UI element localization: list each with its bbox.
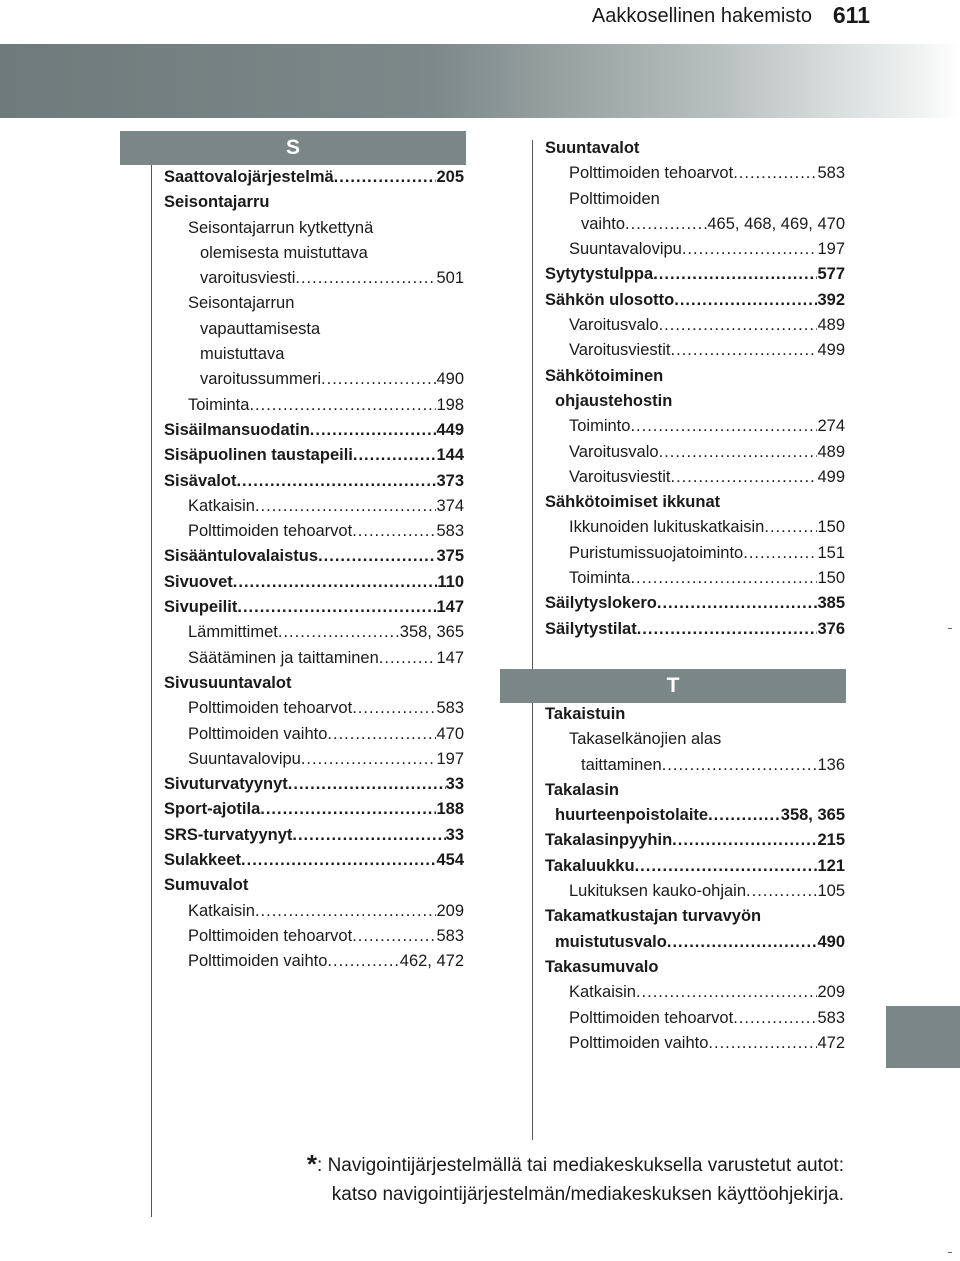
index-page-number: 499 bbox=[817, 341, 845, 360]
index-entry bbox=[545, 980, 845, 1005]
index-page-number: 198 bbox=[436, 395, 464, 414]
section-header-t: T bbox=[500, 669, 846, 703]
column-divider-left bbox=[151, 140, 152, 1217]
index-term: Polttimoiden tehoarvot bbox=[188, 926, 353, 945]
index-term: vapauttamisesta bbox=[200, 319, 321, 338]
dot-leader bbox=[379, 646, 437, 671]
index-term: Sähkötoiminen bbox=[545, 366, 664, 385]
index-page-number: 150 bbox=[817, 518, 845, 537]
index-entry bbox=[164, 494, 464, 519]
index-page-number: 209 bbox=[436, 901, 464, 920]
index-entry bbox=[164, 949, 464, 974]
dot-leader bbox=[233, 570, 438, 595]
dot-leader bbox=[255, 899, 437, 924]
index-entry bbox=[164, 519, 464, 544]
index-entry bbox=[545, 187, 845, 212]
index-term: Toiminto bbox=[569, 417, 631, 436]
index-term: Säilytystilat bbox=[545, 619, 637, 638]
index-term: Seisontajarrun bbox=[188, 294, 295, 313]
index-term: Polttimoiden bbox=[569, 189, 660, 208]
footnote-line-2: katso navigointijärjestelmän/mediakeskuksen käyttöohjekirja. bbox=[331, 1184, 844, 1205]
index-entry bbox=[545, 828, 845, 853]
index-page-number: 209 bbox=[817, 983, 845, 1002]
index-term: Sisäpuolinen taustapeili bbox=[164, 446, 353, 465]
index-term: huurteenpoistolaite bbox=[555, 806, 709, 825]
index-entry bbox=[164, 342, 464, 367]
index-term: Polttimoiden tehoarvot bbox=[569, 1008, 734, 1027]
dot-leader bbox=[667, 930, 818, 955]
index-entry bbox=[164, 823, 464, 848]
index-term: Sivuturvatyynyt bbox=[164, 775, 288, 794]
thumb-index-tab bbox=[886, 1006, 960, 1068]
index-entry bbox=[164, 620, 464, 645]
index-entry bbox=[164, 216, 464, 241]
index-entry bbox=[545, 262, 845, 287]
index-entry bbox=[545, 702, 845, 727]
index-term: Sisääntulovalaistus bbox=[164, 547, 319, 566]
index-page-number: 188 bbox=[436, 800, 464, 819]
dot-leader bbox=[743, 541, 817, 566]
index-entry bbox=[164, 570, 464, 595]
index-entry bbox=[164, 924, 464, 949]
index-term: Toiminta bbox=[569, 569, 631, 588]
page-header bbox=[0, 0, 960, 37]
index-page-number: 501 bbox=[436, 269, 464, 288]
dot-leader bbox=[662, 753, 818, 778]
index-page-number: 577 bbox=[817, 265, 845, 284]
index-term: Ikkunoiden lukituskatkaisin bbox=[569, 518, 765, 537]
dot-leader bbox=[764, 515, 817, 540]
index-entry bbox=[164, 241, 464, 266]
index-entry bbox=[164, 393, 464, 418]
index-term: Lukituksen kauko-ohjain bbox=[569, 882, 747, 901]
index-entry bbox=[545, 541, 845, 566]
index-entry bbox=[164, 696, 464, 721]
index-term: Saattovalojärjestelmä bbox=[164, 168, 334, 186]
index-entry bbox=[545, 803, 845, 828]
index-page-number: 490 bbox=[817, 932, 845, 951]
dot-leader bbox=[353, 443, 437, 468]
index-term: Varoitusviestit bbox=[569, 341, 671, 360]
index-page-number: 121 bbox=[817, 856, 845, 875]
index-page-number: 489 bbox=[817, 316, 845, 335]
index-page-number: 151 bbox=[817, 543, 845, 562]
index-term: Katkaisin bbox=[188, 901, 255, 920]
index-entry bbox=[545, 854, 845, 879]
index-term: Varoitusvalo bbox=[569, 442, 659, 461]
index-page-number: 358, 365 bbox=[780, 806, 845, 825]
index-term: taittaminen bbox=[581, 755, 662, 774]
index-page-number: 373 bbox=[436, 471, 464, 490]
index-term: SRS-turvatyynyt bbox=[164, 825, 293, 844]
index-term: Varoitusviestit bbox=[569, 467, 671, 486]
index-term: Sähkötoimiset ikkunat bbox=[545, 493, 721, 512]
index-entry bbox=[545, 1006, 845, 1031]
footnote-line-1 bbox=[307, 1150, 844, 1180]
index-entry bbox=[164, 848, 464, 873]
dot-leader bbox=[636, 980, 818, 1005]
index-term: Puristumissuojatoiminto bbox=[569, 543, 744, 562]
index-page-number: 147 bbox=[436, 648, 464, 667]
index-term: Toiminta bbox=[188, 395, 250, 414]
index-page-number: 490 bbox=[436, 370, 464, 389]
index-term: Lämmittimet bbox=[188, 623, 278, 642]
dot-leader bbox=[659, 313, 818, 338]
footnote bbox=[307, 1150, 844, 1209]
index-term: Polttimoiden vaihto bbox=[188, 952, 328, 971]
index-term: Takamatkustajan turvavyön bbox=[545, 907, 762, 926]
index-term: Sytytystulppa bbox=[545, 265, 654, 284]
index-entry bbox=[545, 591, 845, 616]
index-page-number: 205 bbox=[436, 168, 464, 186]
index-entry bbox=[164, 291, 464, 316]
index-page-number: 449 bbox=[436, 420, 464, 439]
dot-leader bbox=[733, 1006, 817, 1031]
index-entry bbox=[545, 490, 845, 515]
dot-leader bbox=[278, 620, 400, 645]
index-entry bbox=[164, 469, 464, 494]
index-entry bbox=[164, 595, 464, 620]
dot-leader bbox=[241, 848, 436, 873]
index-term: Polttimoiden vaihto bbox=[569, 1033, 709, 1052]
index-term: varoitusviesti bbox=[200, 269, 296, 288]
index-entry bbox=[164, 772, 464, 797]
index-entry bbox=[164, 165, 464, 190]
index-page-number: 110 bbox=[437, 572, 464, 591]
index-term: Suuntavalot bbox=[545, 139, 640, 157]
dot-leader bbox=[237, 595, 436, 620]
index-page-number: 105 bbox=[817, 882, 845, 901]
index-entry bbox=[545, 364, 845, 389]
index-term: ohjaustehostin bbox=[555, 391, 673, 410]
index-term: Suuntavalovipu bbox=[188, 749, 301, 768]
dot-leader bbox=[670, 465, 817, 490]
index-entry bbox=[545, 617, 845, 642]
index-page-number: 150 bbox=[817, 569, 845, 588]
header-title: Aakkosellinen hakemisto bbox=[591, 5, 812, 27]
index-term: Sulakkeet bbox=[164, 851, 242, 870]
index-term: varoitussummeri bbox=[200, 370, 322, 389]
dot-leader bbox=[352, 924, 436, 949]
index-page-number: 197 bbox=[436, 749, 464, 768]
index-term: Takalasin bbox=[545, 780, 619, 799]
index-entry bbox=[545, 566, 845, 591]
dot-leader bbox=[301, 747, 437, 772]
dot-leader bbox=[352, 519, 436, 544]
index-entry bbox=[164, 747, 464, 772]
index-entry bbox=[545, 727, 845, 752]
dot-leader bbox=[295, 266, 436, 291]
dot-leader bbox=[292, 823, 445, 848]
index-entry bbox=[164, 646, 464, 671]
dot-leader bbox=[637, 617, 818, 642]
dot-leader bbox=[327, 722, 436, 747]
index-page-number: 472 bbox=[817, 1033, 845, 1052]
index-term: Sivusuuntavalot bbox=[164, 673, 292, 692]
dot-leader bbox=[625, 212, 707, 237]
index-column-left bbox=[164, 165, 464, 975]
dot-leader bbox=[653, 262, 817, 287]
index-entry bbox=[545, 465, 845, 490]
dot-leader bbox=[334, 165, 437, 190]
index-term: Katkaisin bbox=[188, 496, 255, 515]
index-page-number: 144 bbox=[436, 446, 464, 465]
index-page-number: 392 bbox=[817, 290, 845, 309]
column-divider-middle bbox=[532, 140, 533, 1140]
index-entry bbox=[545, 338, 845, 363]
index-term: muistutusvalo bbox=[555, 932, 667, 951]
index-page-number: 197 bbox=[817, 240, 845, 259]
index-page-number: 583 bbox=[436, 522, 464, 541]
dot-leader bbox=[672, 828, 817, 853]
index-page-number: 358, 365 bbox=[399, 623, 464, 642]
index-entry bbox=[545, 904, 845, 929]
dot-leader bbox=[318, 544, 436, 569]
index-term: Takaselkänojien alas bbox=[569, 730, 722, 749]
index-term: Polttimoiden tehoarvot bbox=[188, 699, 353, 718]
index-entry bbox=[164, 873, 464, 898]
dot-leader bbox=[260, 797, 436, 822]
index-page-number: 465, 468, 469, 470 bbox=[707, 214, 845, 233]
index-entry bbox=[164, 190, 464, 215]
index-page-number: 470 bbox=[436, 724, 464, 743]
dot-leader bbox=[733, 161, 817, 186]
index-entry bbox=[545, 136, 845, 161]
index-term: Sivuovet bbox=[164, 572, 233, 591]
index-entry bbox=[545, 313, 845, 338]
dot-leader bbox=[670, 338, 817, 363]
dot-leader bbox=[708, 1031, 817, 1056]
dot-leader bbox=[327, 949, 399, 974]
index-term: muistuttava bbox=[200, 345, 285, 364]
index-page-number: 33 bbox=[445, 775, 464, 794]
index-term: Seisontajarru bbox=[164, 193, 270, 212]
index-entry bbox=[164, 544, 464, 569]
dot-leader bbox=[630, 414, 817, 439]
index-entry bbox=[545, 389, 845, 414]
dot-leader bbox=[630, 566, 817, 591]
index-page-number: 499 bbox=[817, 467, 845, 486]
index-page-number: 136 bbox=[817, 755, 845, 774]
dot-leader bbox=[321, 367, 436, 392]
index-column-right-bottom bbox=[545, 702, 845, 1056]
index-entry bbox=[545, 161, 845, 186]
index-page-number: 147 bbox=[436, 598, 464, 617]
index-term: vaihto bbox=[581, 214, 626, 233]
page-number: 611 bbox=[832, 2, 870, 28]
index-page-number: 462, 472 bbox=[399, 952, 464, 971]
index-entry bbox=[164, 266, 464, 291]
dot-leader bbox=[352, 696, 436, 721]
dot-leader bbox=[674, 288, 817, 313]
dot-leader bbox=[255, 494, 437, 519]
index-entry bbox=[164, 367, 464, 392]
index-page-number: 583 bbox=[436, 699, 464, 718]
margin-mark bbox=[948, 1252, 952, 1253]
index-page-number: 374 bbox=[436, 496, 464, 515]
dot-leader bbox=[682, 237, 818, 262]
dot-leader bbox=[746, 879, 817, 904]
index-term: Takasumuvalo bbox=[545, 957, 659, 976]
index-term: Suuntavalovipu bbox=[569, 240, 682, 259]
index-entry bbox=[545, 778, 845, 803]
index-term: Katkaisin bbox=[569, 983, 636, 1002]
index-term: Sisäilmansuodatin bbox=[164, 420, 310, 439]
margin-mark bbox=[948, 628, 952, 629]
index-term: Polttimoiden tehoarvot bbox=[569, 164, 734, 183]
index-term: Takalasinpyyhin bbox=[545, 831, 673, 850]
index-term: Polttimoiden tehoarvot bbox=[188, 522, 353, 541]
index-entry bbox=[545, 212, 845, 237]
index-page-number: 215 bbox=[817, 831, 845, 850]
index-page-number: 274 bbox=[817, 417, 845, 436]
index-entry bbox=[545, 1031, 845, 1056]
index-page-number: 583 bbox=[817, 1008, 845, 1027]
index-term: Takaistuin bbox=[545, 705, 626, 723]
index-term: Sähkön ulosotto bbox=[545, 290, 675, 309]
index-entry bbox=[545, 955, 845, 980]
index-term: Säätäminen ja taittaminen bbox=[188, 648, 379, 667]
index-entry bbox=[164, 722, 464, 747]
dot-leader bbox=[708, 803, 781, 828]
index-page-number: 33 bbox=[445, 825, 464, 844]
index-entry bbox=[164, 418, 464, 443]
index-entry bbox=[545, 515, 845, 540]
index-entry bbox=[545, 414, 845, 439]
index-entry bbox=[164, 671, 464, 696]
index-term: Varoitusvalo bbox=[569, 316, 659, 335]
dot-leader bbox=[236, 469, 436, 494]
header-band bbox=[0, 44, 960, 118]
index-term: Sport-ajotila bbox=[164, 800, 261, 819]
index-entry bbox=[545, 440, 845, 465]
index-page-number: 583 bbox=[817, 164, 845, 183]
dot-leader bbox=[659, 440, 818, 465]
index-term: Säilytyslokero bbox=[545, 594, 657, 613]
section-header-s: S bbox=[120, 131, 466, 165]
index-entry bbox=[545, 930, 845, 955]
index-column-right-top bbox=[545, 136, 845, 642]
dot-leader bbox=[310, 418, 437, 443]
index-term: Takaluukku bbox=[545, 856, 635, 875]
index-page-number: 385 bbox=[817, 594, 845, 613]
index-term: Sivupeilit bbox=[164, 598, 238, 617]
index-entry bbox=[545, 237, 845, 262]
index-term: olemisesta muistuttava bbox=[200, 243, 368, 262]
index-page-number: 376 bbox=[817, 619, 845, 638]
index-entry bbox=[164, 899, 464, 924]
index-entry bbox=[164, 797, 464, 822]
index-entry bbox=[545, 879, 845, 904]
index-page-number: 375 bbox=[436, 547, 464, 566]
footnote-star: * bbox=[306, 1149, 318, 1179]
index-term: Sisävalot bbox=[164, 471, 237, 490]
index-term: Sumuvalot bbox=[164, 876, 249, 895]
index-entry bbox=[164, 443, 464, 468]
dot-leader bbox=[657, 591, 818, 616]
index-entry bbox=[164, 317, 464, 342]
index-page-number: 454 bbox=[436, 851, 464, 870]
dot-leader bbox=[288, 772, 446, 797]
dot-leader bbox=[635, 854, 818, 879]
dot-leader bbox=[249, 393, 436, 418]
index-entry bbox=[545, 288, 845, 313]
footnote-text-1: : Navigointijärjestelmällä tai mediakeskuksella varustetut autot: bbox=[317, 1155, 844, 1176]
index-page-number: 489 bbox=[817, 442, 845, 461]
index-term: Seisontajarrun kytkettynä bbox=[188, 218, 374, 237]
index-entry bbox=[545, 753, 845, 778]
index-page-number: 583 bbox=[436, 926, 464, 945]
index-term: Polttimoiden vaihto bbox=[188, 724, 328, 743]
